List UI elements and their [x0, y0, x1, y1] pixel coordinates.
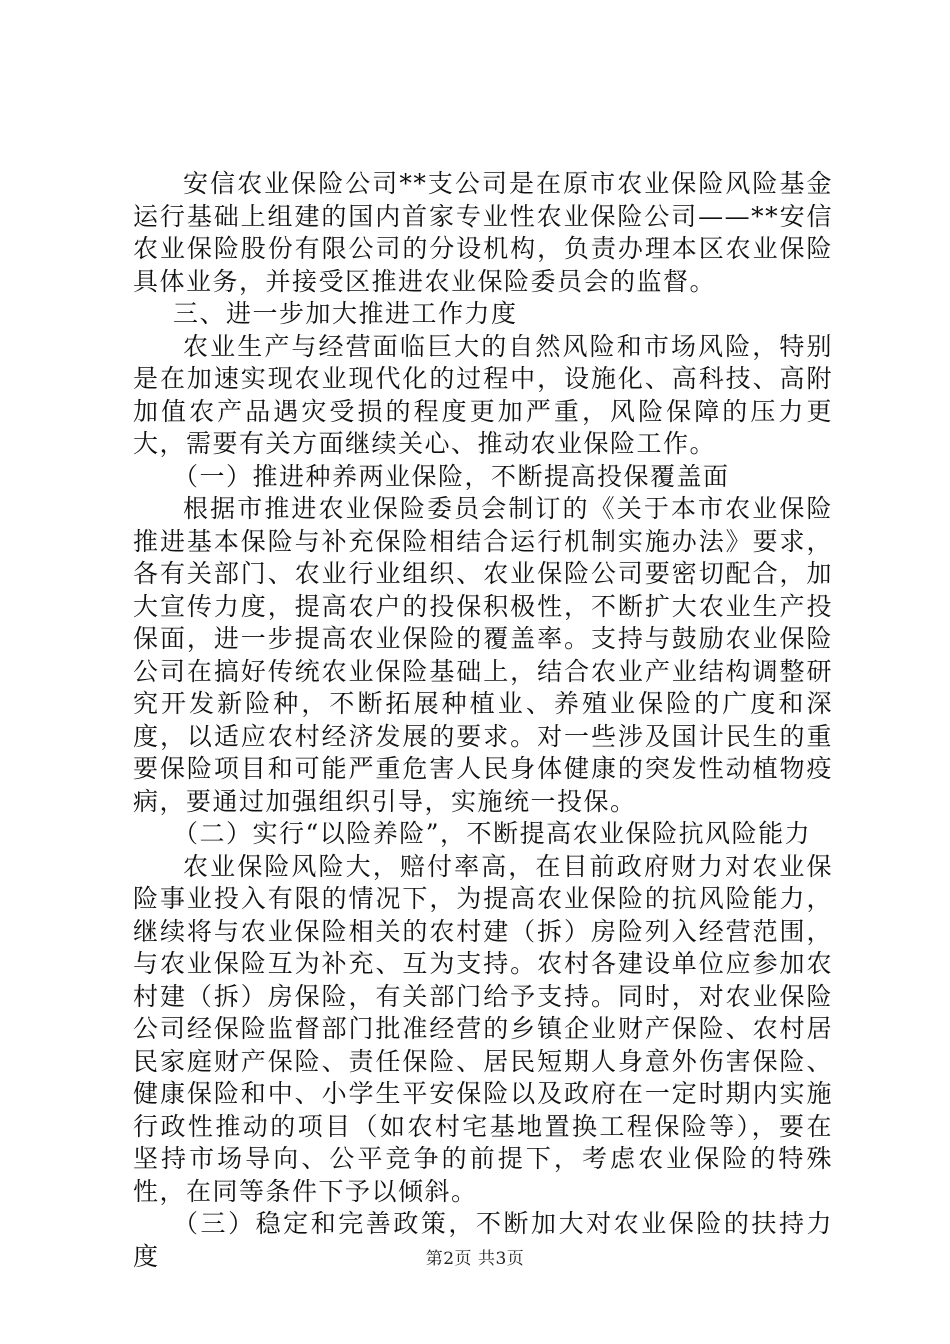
page-footer: 第2页 共3页	[425, 1249, 525, 1269]
paragraph-coverage: 根据市推进农业保险委员会制订的《关于本市农业保险推进基本保险与补充保险相结合运行机制实施办法》要求，各有关部门、农业行业组织、农业保险公司要密切配合，加大宣传力度，提高农户的投保积极性，不断扩大农业生产投保面，进一步提高农业保险的覆盖率。支持与鼓励农业保险公司在搞好传统农业保险基础上，结合农业产业结构调整研究开发新险种，不断拓展种植业、养殖业保险的广度和深度，以适应农村经济发展的要求。对一些涉及国计民生的重要保险项目和可能严重危害人民身体健康的突发性动植物疫病，要通过加强组织引导，实施统一投保。	[133, 494, 833, 816]
paragraph-risk-overview: 农业生产与经营面临巨大的自然风险和市场风险，特别是在加速实现农业现代化的过程中，设施化、高科技、高附加值农产品遇灾受损的程度更加严重，风险保障的压力更大，需要有关方面继续关心、推动农业保险工作。	[133, 331, 833, 458]
document-body	[133, 168, 833, 1273]
paragraph-company-intro: 安信农业保险公司**支公司是在原市农业保险风险基金运行基础上组建的国内首家专业性农业保险公司——**安信农业保险股份有限公司的分设机构，负责办理本区农业保险具体业务，并接受区推进农业保险委员会的监督。	[133, 169, 833, 296]
subsection-heading-3: （三）稳定和完善政策，不断加大对农业保险的扶持力度	[133, 1209, 833, 1271]
subsection-heading-1: （一）推进种养两业保险，不断提高投保覆盖面	[173, 461, 730, 491]
section-heading-3: 三、进一步加大推进工作力度	[173, 299, 518, 328]
paragraph-risk-capacity: 农业保险风险大，赔付率高，在目前政府财力对农业保险事业投入有限的情况下，为提高农业保险的抗风险能力，继续将与农业保险相关的农村建（拆）房险列入经营范围，与农业保险互为补充、互为支持。农村各建设单位应参加农村建（拆）房保险，有关部门给予支持。同时，对农业保险公司经保险监督部门批准经营的乡镇企业财产保险、农村居民家庭财产保险、责任保险、居民短期人身意外伤害保险、健康保险和中、小学生平安保险以及政府在一定时期内实施行政性推动的项目（如农村宅基地置换工程保险等），要在坚持市场导向、公平竞争的前提下，考虑农业保险的特殊性，在同等条件下予以倾斜。	[133, 851, 833, 1206]
subsection-heading-2: （二）实行“以险养险”，不断提高农业保险抗风险能力	[173, 819, 812, 848]
